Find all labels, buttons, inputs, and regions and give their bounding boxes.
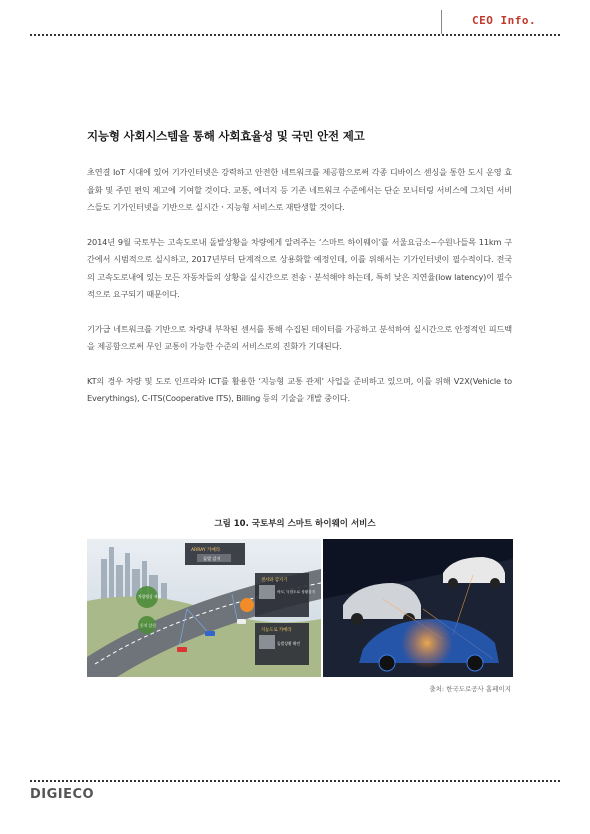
label-array-camera: ARRAY 카메라 bbox=[191, 548, 221, 553]
label-array-detect: 돌발 감지 bbox=[203, 556, 221, 561]
footer-rule bbox=[30, 780, 560, 782]
label-detect-camera: 지능도로 카메라 bbox=[261, 628, 292, 633]
figure-caption: 그림 10. 국토부의 스마트 하이웨이 서비스 bbox=[214, 519, 376, 529]
digieco-logo: DIGIECO bbox=[30, 787, 95, 802]
label-detect-item: 돌발상황 확인 bbox=[277, 641, 301, 646]
highway-illustration bbox=[87, 539, 321, 677]
header-divider bbox=[441, 10, 442, 34]
header-rule bbox=[30, 34, 560, 36]
connected-car-illustration bbox=[323, 539, 513, 677]
figure-connected-car bbox=[323, 539, 513, 677]
figure-source: 출처: 한국도로공사 홈페이지 bbox=[429, 685, 511, 693]
paragraph-4: KT의 경우 차량 및 도로 인프라와 ICT를 활용한 ‘지능형 교통 관제’ 사업을 준비하고 있으며, 이를 위해 V2X(Vehicle to Everythings), C-ITS(Cooperative ITS), Billing 등의 기술을 개발 중이다. bbox=[87, 375, 512, 403]
label-sensor-item: 아도, 극한도로 상황감지 bbox=[277, 590, 316, 594]
paragraph-2: 2014년 9월 국토부는 고속도로내 돌발상황을 차량에게 알려주는 ‘스마트 하이웨이’를 서울요금소~수원나들목 11km 구간에서 시범적으로 실시하고, 2017년부터 단계적으로 상용화할 예정인데, 이를 위해서는 기가인터넷이 필수적이다. 전국의 고속도로내에 있는 모든 자동차들의 상황을 실시간으로 전송ㆍ분석해야 하는데, 특히 낮은 지연율(low latency)이 필수적으로 요구되기 때문이다. bbox=[87, 236, 512, 299]
label-sensor: 센서와 감지기 bbox=[261, 578, 288, 583]
figure-highway-infographic bbox=[87, 539, 321, 677]
paragraph-1: 초연결 IoT 시대에 있어 기가인터넷은 강력하고 안전한 네트워크를 제공함으로써 각종 디바이스 센싱을 통한 도시 운영 효율화 및 주민 편익 제고에 기여할 것이다. 교통, 에너지 등 기존 네트워크 수준에서는 단순 모니터링 서비스에 그치던 서비스들도 기가인터넷을 기반으로 실시간ㆍ지능형 서비스로 재탄생할 것이다. bbox=[87, 167, 512, 212]
section-title: 지능형 사회시스템을 통해 사회효율성 및 국민 안전 제고 bbox=[87, 129, 365, 143]
paragraph-3: 기가급 네트워크를 기반으로 차량내 부착된 센서를 통해 수집된 데이터를 가공하고 분석하여 실시간으로 안정적인 피드백을 제공함으로써 무인 교통이 가능한 수준의 서비스로의 진화가 기대된다. bbox=[87, 323, 512, 351]
header-label: CEO Info. bbox=[472, 14, 537, 27]
article-body bbox=[87, 128, 512, 425]
label-tl-circle: 차량영상 제공 bbox=[138, 594, 162, 599]
label-ml-circle: 동지 알림 bbox=[140, 623, 156, 628]
